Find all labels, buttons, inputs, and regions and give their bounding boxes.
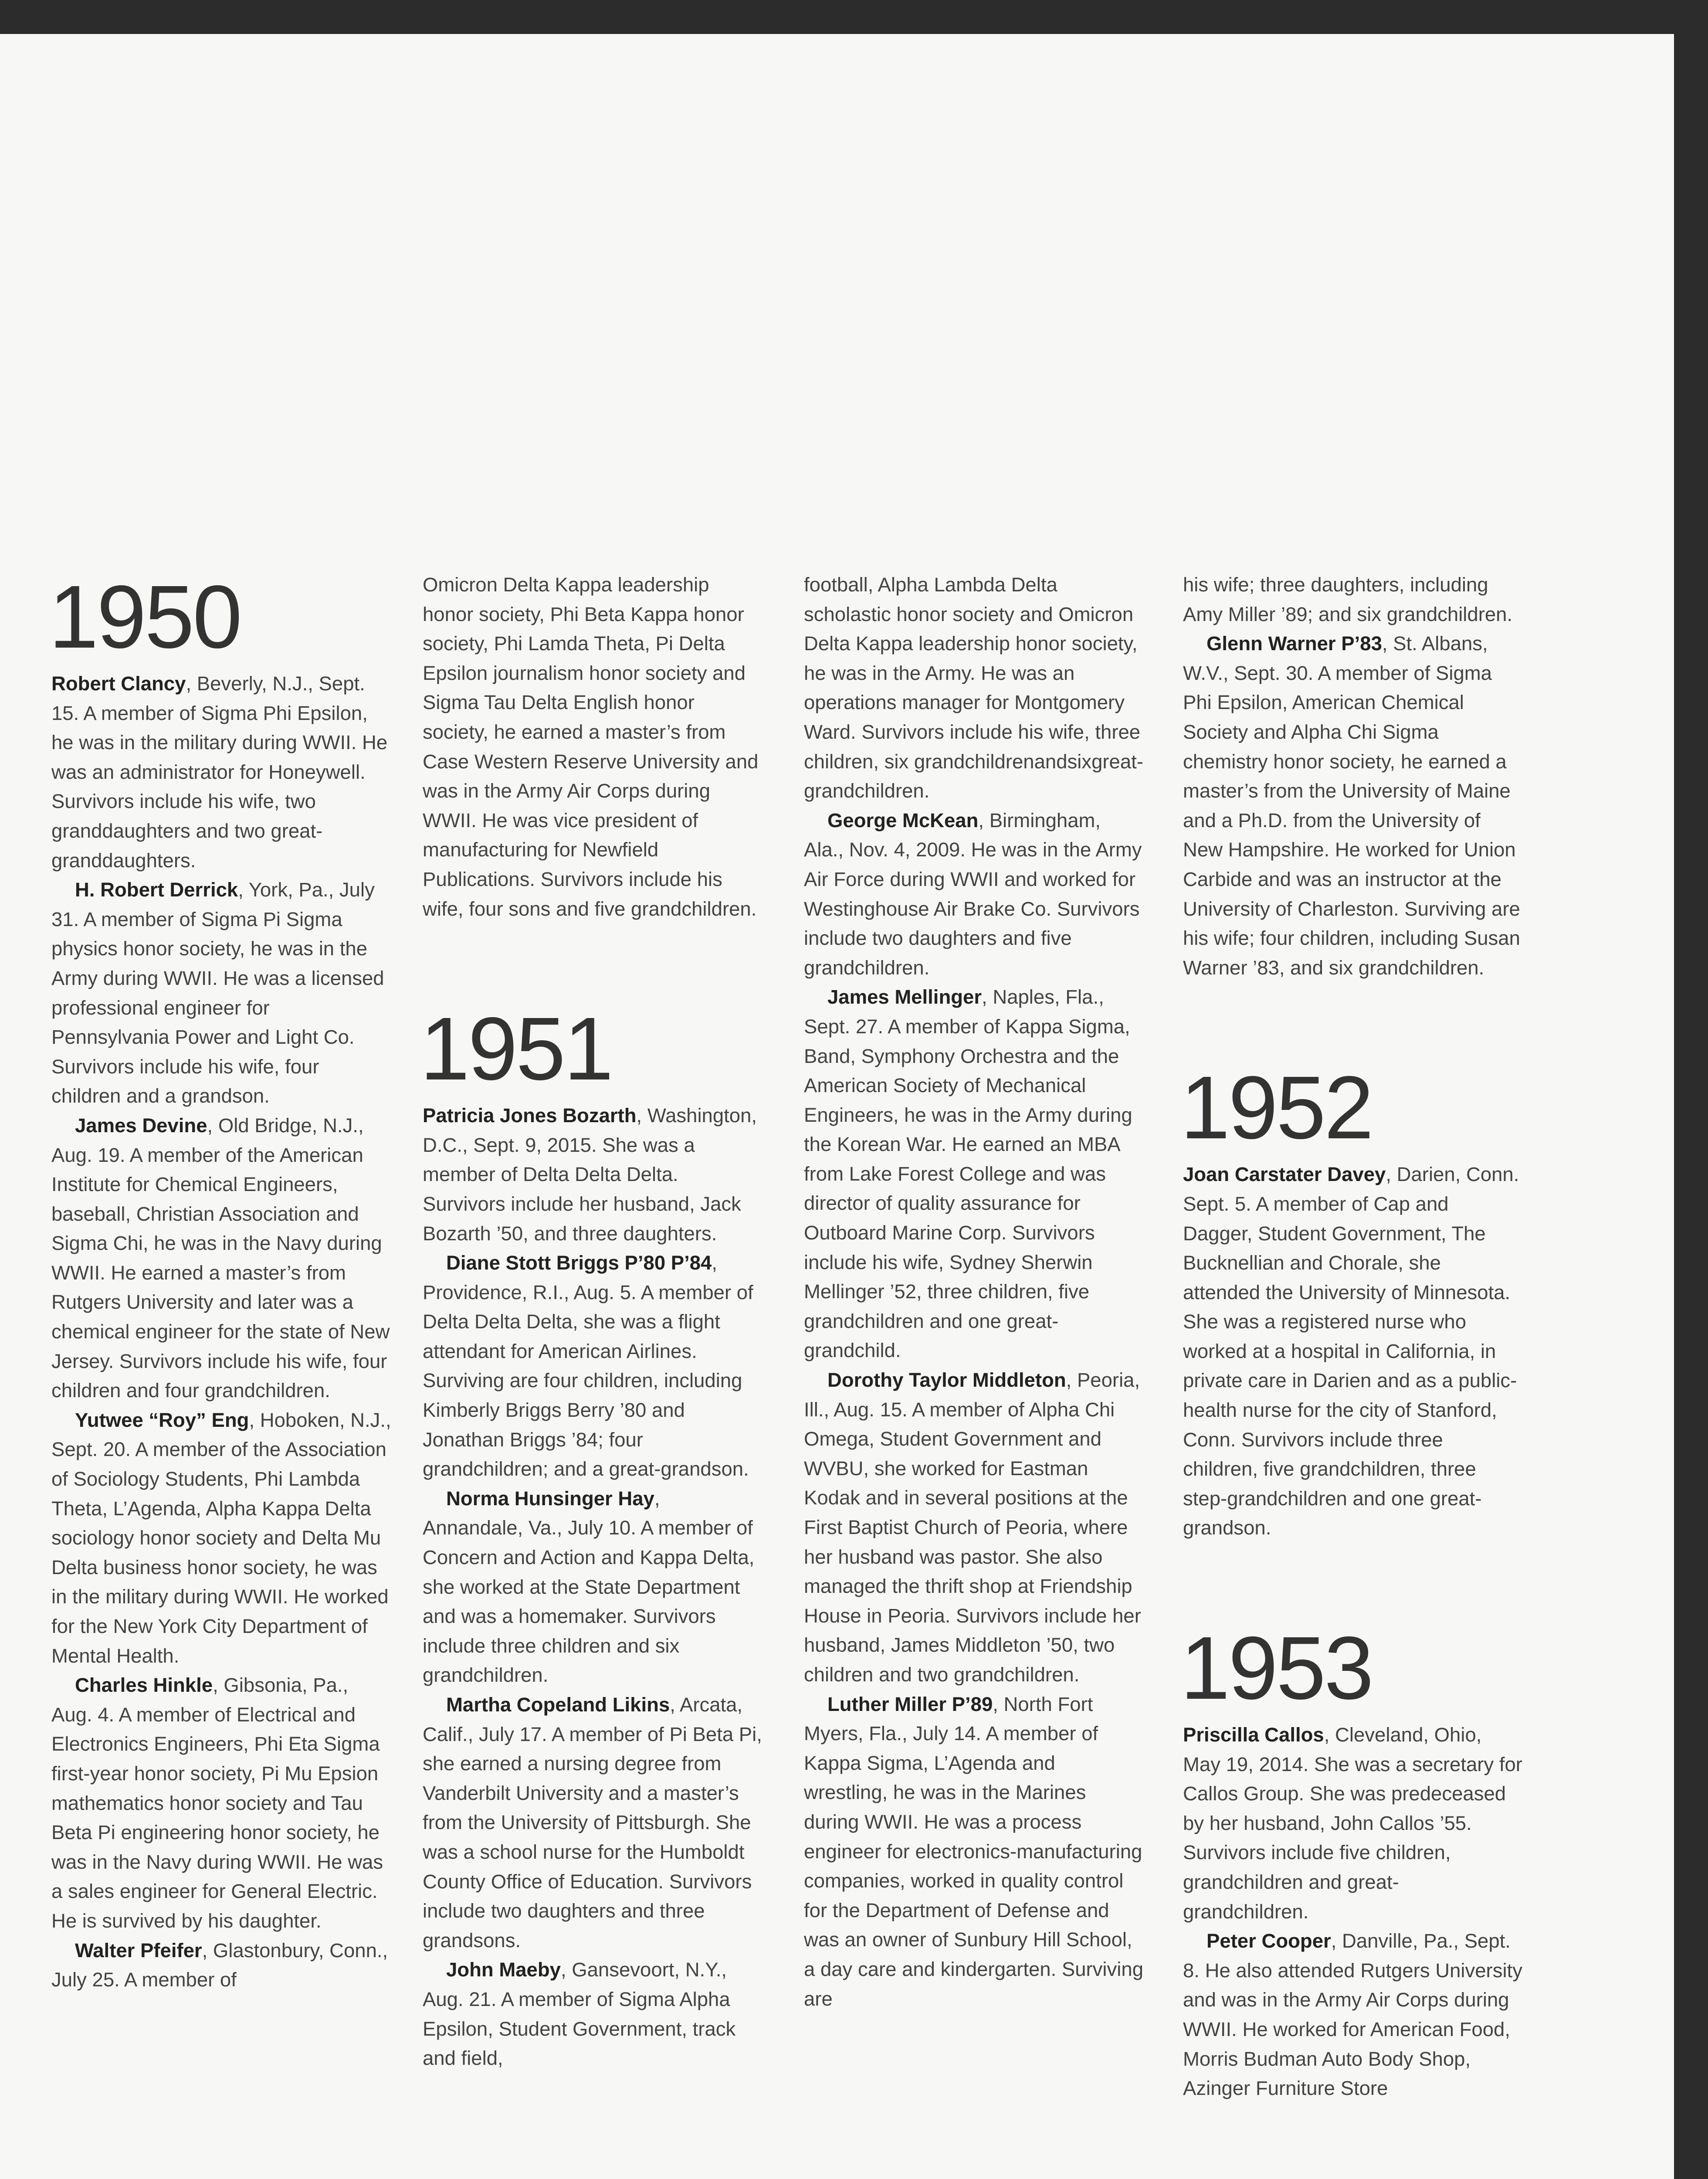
obituary-entry [51,669,391,875]
obituary-name: Luther Miller P’89 [827,1693,993,1715]
obituary-text: , Providence, R.I., Aug. 5. A member of Delta Delta Delta, she was a flight attendant for American Airlines. Surviving are four children, including Kimberly Briggs Berry ’80 and Jonathan Briggs ’84; four grandchildren; and a great-grandson. [423,1252,753,1480]
obituary-entry [1183,1926,1523,2103]
magazine-page [0,34,1674,2179]
obituary-text: , Arcata, Calif., July 17. A member of Pi Beta Pi, she earned a nursing degree from Vanderbilt University and a master’s from the University of Pittsburgh. She was a school nurse for the Humboldt County Office of Education. Survivors include two daughters and three grandsons. [423,1694,762,1952]
obituary-text: , Gibsonia, Pa., Aug. 4. A member of Electrical and Electronics Engineers, Phi Eta Sigma first-year honor society, Pi Mu Epsion mathematics honor society and Tau Beta Pi engineering honor society, he was in the Navy during WWII. He was a sales engineer for General Electric. He is survived by his daughter. [51,1674,383,1932]
obituary-name: Diane Stott Briggs P’80 P’84 [446,1252,712,1274]
column-3 [804,570,1144,2013]
obituary-text: , Darien, Conn. Sept. 5. A member of Cap and Dagger, Student Government, The Bucknellian and Chorale, she attended the University of Minnesota. She was a registered nurse who worked at a hospital in California, in private care in Darien and as a public-health nurse for the city of Stanford, Conn. Survivors include three children, five grandchildren, three step-grandchildren and one great-grandson. [1183,1163,1519,1539]
obituary-text: , Hoboken, N.J., Sept. 20. A member of the Association of Sociology Students, Phi Lambda Theta, L’Agenda, Alpha Kappa Delta sociology honor society and Delta Mu Delta business honor society, he was in the military during WWII. He worked for the New York City Department of Mental Health. [51,1409,391,1667]
obituary-entry [51,1936,391,1995]
obituary-text: Omicron Delta Kappa leadership honor society, Phi Beta Kappa honor society, Phi Lamda Theta, Pi Delta Epsilon journalism honor society and Sigma Tau Delta English honor society, he earned a master’s from Case Western Reserve University and was in the Army Air Corps during WWII. He was vice president of manufacturing for Newfield Publications. Survivors include his wife, four sons and five grandchildren. [423,574,759,920]
class-year-heading: 1952 [1180,1058,1372,1158]
obituary-text: football, Alpha Lambda Delta scholastic honor society and Omicron Delta Kappa leadership honor society, he was in the Army. He was an operations manager for Montgomery Ward. Survivors include his wife, three children, six grandchildrenandsixgreat-grandchildren. [804,574,1143,802]
class-year-heading: 1953 [1180,1618,1372,1718]
obituary-entry [423,1248,762,1484]
obituary-text: , York, Pa., July 31. A member of Sigma Pi Sigma physics honor society, he was in the Army during WWII. He was a licensed professional engineer for Pennsylvania Power and Light Co. Survivors include his wife, four children and a grandson. [51,879,384,1107]
obituary-entry [1183,1160,1523,1543]
obituary-entry [804,806,1144,983]
obituary-entry [51,1405,391,1670]
obituary-name: Norma Hunsinger Hay [446,1487,654,1510]
obituary-text: , St. Albans, W.V., Sept. 30. A member of Sigma Phi Epsilon, American Chemical Society and Alpha Chi Sigma chemistry honor society, he earned a master’s from the University of Maine and a Ph.D. from the University of New Hampshire. He worked for Union Carbide and was an instructor at the University of Charleston. Surviving are his wife; four children, including Susan Warner ’83, and six grandchildren. [1183,632,1520,979]
obituary-text: , Old Bridge, N.J., Aug. 19. A member of the American Institute for Chemical Engineers, baseball, Christian Association and Sigma Chi, he was in the Navy during WWII. He earned a master’s from Rutgers University and later was a chemical engineer for the state of New Jersey. Survivors include his wife, four children and four grandchildren. [51,1114,390,1402]
obituary-name: James Mellinger [827,986,982,1008]
obituary-name: Priscilla Callos [1183,1724,1324,1746]
obituary-name: Glenn Warner P’83 [1206,632,1382,655]
obituary-name: Patricia Jones Bozarth [423,1104,637,1127]
obituary-name: H. Robert Derrick [75,879,238,901]
section-gap [423,923,762,1002]
obituary-name: Peter Cooper [1206,1930,1331,1952]
obituary-text: , Washington, D.C., Sept. 9, 2015. She was a member of Delta Delta Delta. Survivors include her husband, Jack Bozarth ’50, and three daughters. [423,1104,757,1245]
obituary-entry [423,1690,762,1955]
obituary-text: , Naples, Fla., Sept. 27. A member of Kappa Sigma, Band, Symphony Orchestra and the American Society of Mechanical Engineers, he was in the Army during the Korean War. He earned an MBA from Lake Forest College and was director of quality assurance for Outboard Marine Corp. Survivors include his wife, Sydney Sherwin Mellinger ’52, three children, five grandchildren and one great-grandchild. [804,986,1132,1362]
obituary-entry [1183,1720,1523,1926]
obituary-continued [804,570,1144,806]
column-1 [49,567,391,1995]
section-gap [1183,1543,1523,1621]
obituary-entry [51,1111,391,1405]
obituary-name: Charles Hinkle [75,1674,213,1697]
obituary-name: Martha Copeland Likins [446,1694,670,1716]
class-year-heading: 1950 [49,567,241,667]
obituary-text: , North Fort Myers, Fla., July 14. A member of Kappa Sigma, L’Agenda and wrestling, he was in the Marines during WWII. He was a process engineer for electronics-manufacturing companies, worked in quality control for the Department of Defense and was an owner of Sunbury Hill School, a day care and kindergarten. Surviving are [804,1693,1144,2010]
obituary-entry [1183,629,1523,982]
obituary-name: Dorothy Taylor Middleton [827,1369,1066,1392]
obituary-entry [804,982,1144,1365]
obituary-text: , Birmingham, Ala., Nov. 4, 2009. He was in the Army Air Force during WWII and worked for Westinghouse Air Brake Co. Survivors include two daughters and five grandchildren. [804,809,1142,979]
obituary-entry [804,1365,1144,1690]
obituary-name: Robert Clancy [51,672,186,695]
column-2 [420,570,762,2073]
obituary-text: , Danville, Pa., Sept. 8. He also attended Rutgers University and was in the Army Air Corps during WWII. He worked for American Food, Morris Budman Auto Body Shop, Azinger Furniture Store [1183,1930,1522,2100]
obituary-continued [423,570,762,923]
obituary-entry [423,1101,762,1248]
column-4 [1180,570,1523,2103]
obituary-text: , Peoria, Ill., Aug. 15. A member of Alpha Chi Omega, Student Government and WVBU, she worked for Eastman Kodak and in several positions at the First Baptist Church of Peoria, where her husband was pastor. She also managed the thrift shop at Friendship House in Peoria. Survivors include her husband, James Middleton ’50, two children and two grandchildren. [804,1369,1141,1686]
obituary-continued [1183,570,1523,629]
obituary-entry [804,1690,1144,2014]
obituary-name: George McKean [827,809,979,832]
obituary-name: James Devine [75,1114,207,1137]
obituary-text: , Annandale, Va., July 10. A member of Concern and Action and Kappa Delta, she worked at the State Department and was a homemaker. Survivors include three children and six grandchildren. [423,1487,755,1687]
obituary-entry [51,1670,391,1935]
obituary-name: Yutwee “Roy” Eng [75,1409,249,1431]
obituary-text: , Cleveland, Ohio, May 19, 2014. She was a secretary for Callos Group. She was predeceased by her husband, John Callos ’55. Survivors include five children, grandchildren and great-grandchildren. [1183,1724,1522,1923]
class-year-heading: 1951 [420,999,612,1099]
obituary-entry [423,1955,762,2073]
obituary-name: Joan Carstater Davey [1183,1163,1386,1186]
obituary-entry [51,875,391,1111]
obituary-text: , Gansevoort, N.Y., Aug. 21. A member of Sigma Alpha Epsilon, Student Government, track and field, [423,1958,736,2070]
obituary-name: Walter Pfeifer [75,1939,202,1962]
section-gap [1183,982,1523,1061]
obituary-entry [423,1484,762,1690]
obituary-text: , Beverly, N.J., Sept. 15. A member of Sigma Phi Epsilon, he was in the military during WWII. He was an administrator for Honeywell. Survivors include his wife, two granddaughters and two great-granddaughters. [51,672,388,872]
obituary-text: , Glastonbury, Conn., July 25. A member of [51,1939,388,1991]
obituary-name: John Maeby [446,1958,561,1981]
obituary-text: his wife; three daughters, including Amy Miller ’89; and six grandchildren. [1183,574,1513,625]
